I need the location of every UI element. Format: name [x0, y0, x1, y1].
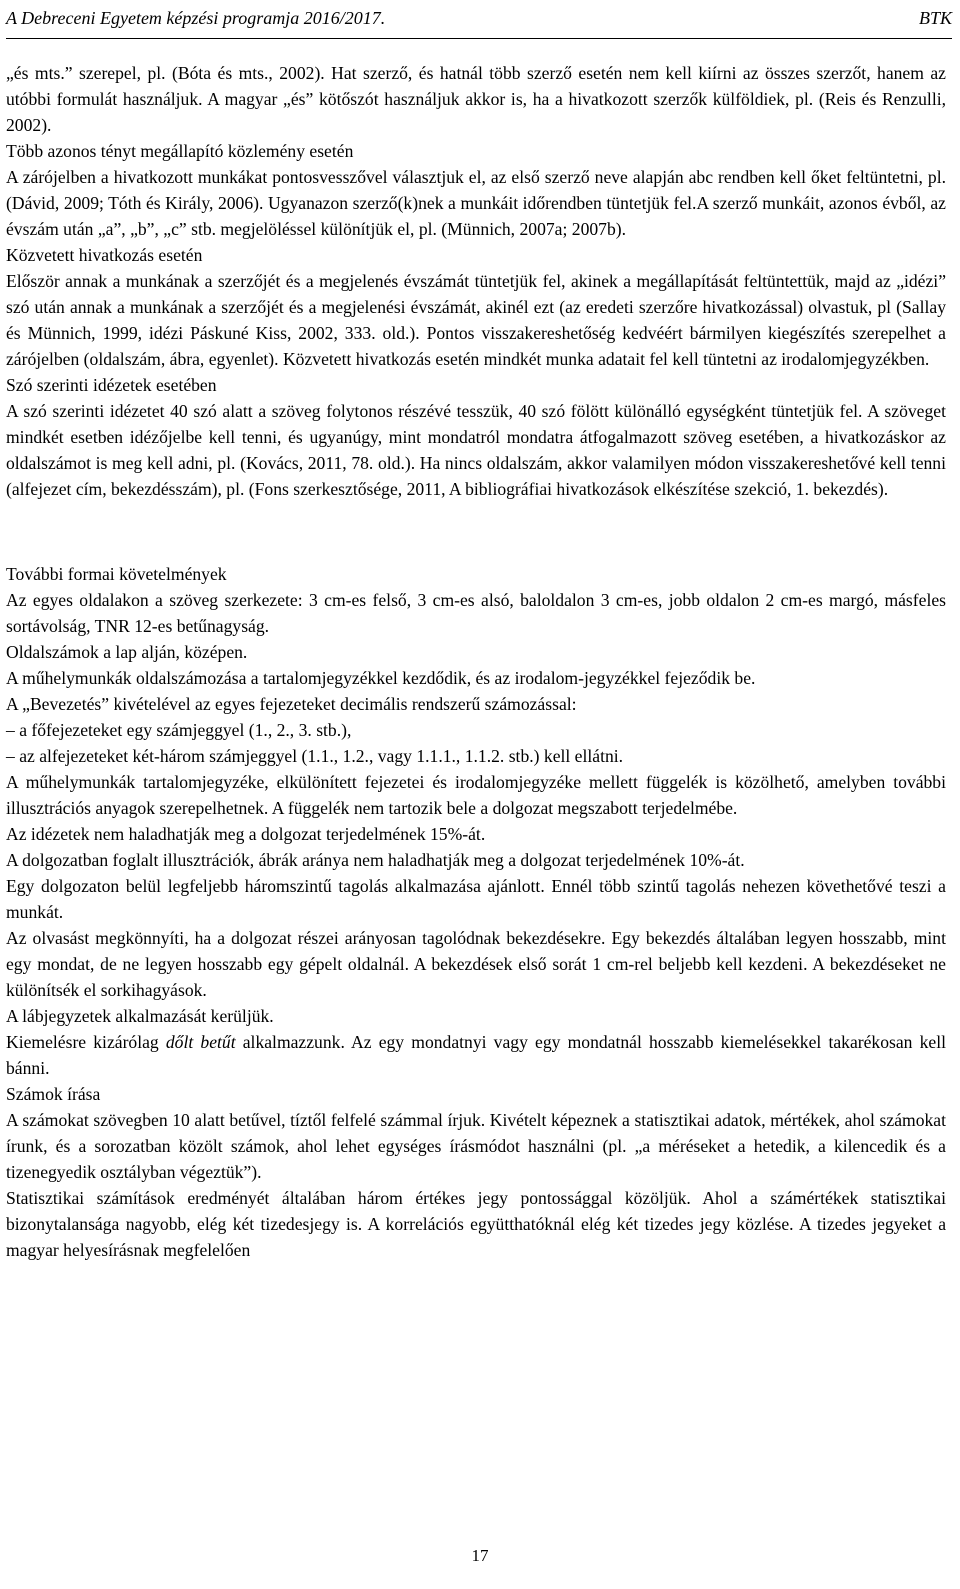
paragraph: A szó szerinti idézetet 40 szó alatt a szöveg folytonos részévé tesszük, 40 szó fölött különálló egységként tüntetjük fel. A szöveget mindkét esetben idézőjelbe kell tenni, és ugyanúgy, mint mondatról mondatra átfogalmazott szöveg esetében, a hivatkozáskor az oldalszámot is meg kell adni, pl. (Kovács, 2011, 78. old.). Ha nincs oldalszám, akkor valamilyen módon visszakereshetővé kell tenni (alfejezet cím, bekezdésszám), pl. (Fons szerkesztősége, 2011, A bibliográfiai hivatkozások elkészítése szekció, 1. bekezdés). — [6, 401, 946, 499]
list-item: – az alfejezeteket két-három számjeggyel (1.1., 1.2., vagy 1.1.1., 1.1.2. stb.) kell ellátni. — [6, 746, 624, 766]
paragraph: A dolgozatban foglalt illusztrációk, ábrák aránya nem haladhatják meg a dolgozat terjedelmének 10%-át. — [6, 850, 745, 870]
section-heading: Több azonos tényt megállapító közlemény esetén — [6, 141, 354, 161]
section-heading: Közvetett hivatkozás esetén — [6, 245, 203, 265]
paragraph: Az idézetek nem haladhatják meg a dolgozat terjedelmének 15%-át. — [6, 824, 486, 844]
emphasis-text-before: Kiemelésre kizárólag — [6, 1032, 166, 1052]
paragraph: Az egyes oldalakon a szöveg szerkezete: 3 cm-es felső, 3 cm-es alsó, baloldalon 3 cm-es, jobb oldalon 2 cm-es margó, másfeles sortávolság, TNR 12-es betűnagyság. — [6, 590, 946, 636]
paragraph: A lábjegyzetek alkalmazását kerüljük. — [6, 1006, 274, 1026]
paragraph: Az olvasást megkönnyíti, ha a dolgozat részei arányosan tagolódnak bekezdésekre. Egy bekezdés általában legyen hosszabb, mint egy mondat, de ne legyen hosszabb egy gépelt oldalnál. A bekezdések első sorát 1 cm-rel beljebb kell kezdeni. A bekezdéseket ne különítsék el sorkihagyások. — [6, 928, 946, 1000]
paragraph: A „Bevezetés” kivételével az egyes fejezeteket decimális rendszerű számozással: — [6, 694, 577, 714]
section-heading: Szó szerinti idézetek esetében — [6, 375, 217, 395]
paragraph: Egy dolgozaton belül legfeljebb háromszintű tagolás alkalmazása ajánlott. Ennél több szintű tagolás nehezen követhetővé teszi a munkát. — [6, 876, 946, 922]
section-heading: Számok írása — [6, 1084, 101, 1104]
paragraph: Először annak a munkának a szerzőjét és a megjelenés évszámát tüntetjük fel, akinek a megállapítását feltüntettük, majd az „idézi” szó után annak a munkának a szerzőjét és a megjelenési évszámát, akinél ezt (az eredeti szerzőre hivatkozással) olvastuk, pl (Sallay és Münnich, 1999, idézi Páskuné Kiss, 2002, 333. old.). Pontos visszakereshetőség kedvéért bármilyen kiegészítés szerepelhet a zárójelben (oldalszám, ábra, egyenlet). Közvetett hivatkozás esetén mindkét munka adatait fel kell tüntetni az irodalomjegyzékben. — [6, 271, 946, 369]
paragraph: A zárójelben a hivatkozott munkákat pontosvesszővel választjuk el, az első szerző neve alapján abc rendben kell őket feltüntetni, pl. (Dávid, 2009; Tóth és Király, 2006). Ugyanazon szerző(k)nek a munkáit időrendben tüntetjük fel.A szerző munkáit, azonos évből, az évszám után „a”, „b”, „c” stb. megjelöléssel különítjük el, pl. (Münnich, 2007a; 2007b). — [6, 167, 946, 239]
page-header — [6, 8, 952, 39]
page-number: 17 — [471, 1546, 489, 1565]
paragraph-gap — [6, 502, 946, 561]
list-item: – a főfejezeteket egy számjeggyel (1., 2., 3. stb.), — [6, 720, 352, 740]
paragraph: A számokat szövegben 10 alatt betűvel, tíztől felfelé számmal írjuk. Kivételt képeznek a statisztikai adatok, mértékek, ahol számokat írunk, és a sorozatban közölt számok, ahol lehet egységes írásmódot használni (pl. „a méréseket a hetedik, a kilencedik és a tizenegyedik osztályban végeztük”). — [6, 1110, 946, 1182]
header-title: A Debreceni Egyetem képzési programja 2016/2017. — [6, 8, 386, 28]
paragraph: Statisztikai számítások eredményét általában három értékes jegy pontossággal közöljük. Ahol a számértékek statisztikai bizonytalansága nagyobb, elég két tizedesjegy is. A korrelációs együtthatóknál elég két tizedes jegy közlése. A tizedes jegyeket a magyar helyesírásnak megfelelően — [6, 1188, 946, 1260]
paragraph: Oldalszámok a lap alján, középen. — [6, 642, 248, 662]
body-text — [6, 60, 946, 1263]
paragraph: „és mts.” szerepel, pl. (Bóta és mts., 2002). Hat szerző, és hatnál több szerző esetén nem kell kiírni az összes szerzőt, hanem az utóbbi formulát használjuk. A magyar „és” kötőszót használjuk akkor is, ha a hivatkozott szerzők külföldiek, pl. (Reis és Renzulli, 2002). — [6, 63, 946, 135]
paragraph: A műhelymunkák tartalomjegyzéke, elkülönített fejezetei és irodalomjegyzéke mellett függelék is közölhető, amelyben további illusztrációs anyagok szerepelhetnek. A függelék nem tartozik bele a dolgozat megszabott terjedelmébe. — [6, 772, 946, 818]
header-faculty: BTK — [918, 8, 952, 28]
section-heading: További formai követelmények — [6, 564, 227, 584]
emphasis-text-after: alkalmazzunk. Az egy mondatnyi vagy egy mondatnál hosszabb kiemelésekkel takarékosan kell bánni. — [6, 1032, 947, 1078]
emphasis-italic-text: dőlt betűt — [165, 1032, 236, 1052]
emphasis-paragraph — [6, 1029, 946, 1081]
paragraph: A műhelymunkák oldalszámozása a tartalomjegyzékkel kezdődik, és az irodalom-jegyzékkel fejeződik be. — [6, 668, 756, 688]
